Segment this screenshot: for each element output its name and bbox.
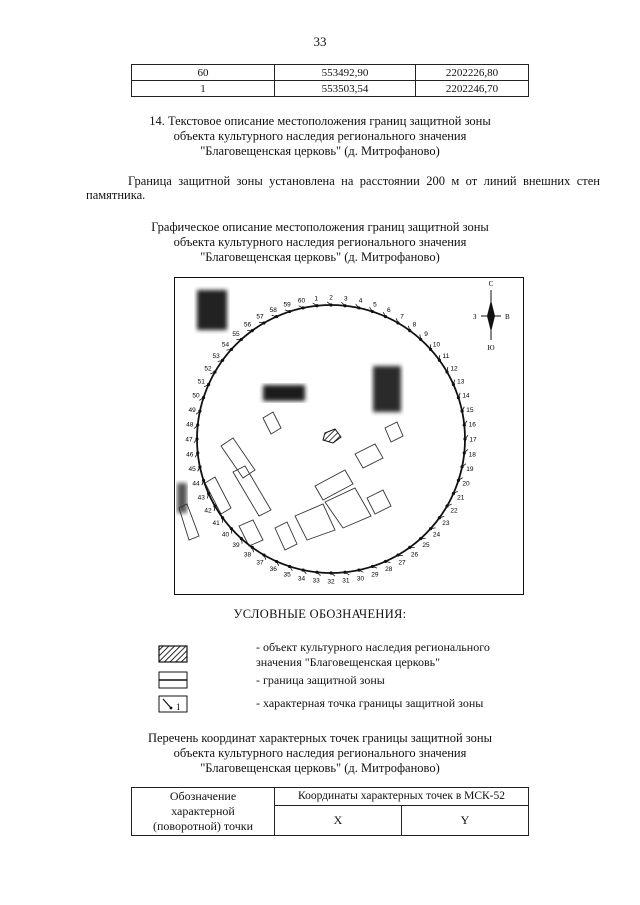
boundary-point-label: 45	[188, 466, 196, 474]
boundary-point-label: 18	[468, 451, 476, 459]
boundary-point-marker	[213, 370, 216, 373]
boundary-point-label: 56	[243, 321, 252, 329]
compass-rose	[473, 280, 510, 352]
boundary-point-label: 42	[204, 507, 212, 515]
boundary-point-label: 19	[466, 466, 474, 474]
boundary-point-label: 9	[424, 330, 428, 338]
table-cell: 553492,90	[275, 65, 416, 81]
boundary-point-label: 55	[232, 330, 240, 338]
heading-line: Перечень координат характерных точек границы защитной зоны	[147, 731, 493, 745]
boundary-point-label: 25	[422, 542, 430, 550]
boundary-point-marker	[262, 553, 265, 556]
boundary-point-label: 33	[312, 577, 320, 585]
boundary-point-label: 49	[188, 406, 196, 414]
point-designation-header	[132, 788, 275, 836]
legend-boundary-symbol	[158, 671, 188, 689]
boundary-point-label: 15	[466, 406, 474, 414]
y-column-header: Y	[402, 805, 529, 835]
boundary-point-label: 17	[469, 436, 477, 444]
heading-line: "Благовещенская церковь" (д. Митрофаново)	[200, 250, 440, 264]
header-line: характерной	[171, 804, 235, 818]
boundary-point-label: 5	[373, 301, 377, 309]
coordinates-table-continuation	[131, 64, 529, 97]
legend-title: УСЛОВНЫЕ ОБОЗНАЧЕНИЯ:	[233, 607, 407, 621]
boundary-point-label: 50	[192, 392, 200, 400]
heading-line: "Благовещенская церковь" (д. Митрофаново)	[200, 761, 440, 775]
boundary-point-label: 20	[462, 480, 470, 488]
boundary-point-label: 8	[412, 321, 417, 329]
boundary-point-label: 57	[256, 313, 264, 321]
table-row	[132, 65, 529, 81]
boundary-point-label: 11	[442, 353, 450, 361]
paragraph-line: Граница защитной зоны установлена на расстоянии 200 м от линий внешних стен	[128, 174, 600, 188]
compass-north-label: С	[488, 280, 494, 288]
boundary-point-label: 52	[204, 365, 212, 373]
boundary-paragraph	[86, 174, 600, 202]
page-number: 33	[313, 34, 327, 49]
table-cell: 2202226,80	[416, 65, 529, 81]
legend-point-symbol	[158, 695, 188, 713]
boundary-point-label: 39	[232, 542, 240, 550]
boundary-point-label: 48	[186, 421, 194, 429]
boundary-point-label: 27	[398, 559, 406, 567]
boundary-point-label: 26	[410, 551, 419, 559]
boundary-point-label: 23	[442, 519, 450, 527]
boundary-point-label: 37	[256, 559, 264, 567]
header-line: (поворотной) точки	[153, 819, 253, 833]
legend-heritage-symbol	[158, 645, 188, 663]
boundary-point-label: 60	[297, 297, 306, 305]
boundary-point-label: 43	[197, 494, 205, 502]
boundary-point-label: 47	[185, 436, 193, 444]
x-column-header: X	[275, 805, 402, 835]
legend-boundary-text: - граница защитной зоны	[256, 673, 385, 687]
paragraph-line: памятника.	[86, 188, 146, 202]
legend-line: значения "Благовещенская церковь"	[256, 655, 441, 669]
boundary-point-label: 2	[329, 294, 333, 302]
boundary-point-label: 31	[342, 577, 350, 585]
boundary-point-label: 14	[462, 392, 470, 400]
section-14-heading	[0, 114, 640, 159]
boundary-point-label: 12	[450, 365, 458, 373]
compass-west-label: З	[473, 313, 477, 321]
table-cell: 60	[132, 65, 275, 81]
boundary-point-label: 34	[297, 575, 306, 583]
legend-heritage-text	[256, 640, 546, 670]
boundary-point-label: 13	[457, 378, 465, 386]
compass-south-label: Ю	[487, 344, 495, 352]
boundary-point-label: 38	[243, 551, 252, 559]
boundary-point-marker	[275, 560, 278, 563]
boundary-point-label: 44	[192, 480, 200, 488]
boundary-point-label: 53	[212, 353, 220, 361]
compass-east-label: В	[505, 313, 510, 321]
boundary-point-label: 22	[450, 507, 458, 515]
boundary-point-label: 7	[400, 313, 404, 321]
boundary-point-marker	[198, 465, 201, 468]
heading-line: "Благовещенская церковь" (д. Митрофаново)	[200, 144, 440, 158]
map-buildings	[179, 412, 403, 550]
table-cell: 2202246,70	[416, 81, 529, 97]
boundary-point-label: 10	[432, 341, 441, 349]
boundary-point-label: 51	[197, 378, 205, 386]
protection-zone-map	[174, 277, 524, 595]
boundary-point-marker	[396, 321, 399, 324]
coordinates-list-heading	[0, 731, 640, 776]
boundary-point-label: 21	[457, 494, 465, 502]
boundary-point-label: 41	[212, 519, 220, 527]
heading-line: 14. Текстовое описание местоположения границ защитной зоны	[149, 114, 491, 128]
header-line: Обозначение	[169, 789, 237, 803]
graphic-description-heading	[0, 220, 640, 265]
boundary-point-label: 6	[386, 306, 391, 314]
coordinates-table-header	[131, 787, 529, 836]
table-row	[132, 81, 529, 97]
boundary-point-label: 30	[356, 575, 365, 583]
legend-point-text: - характерная точка границы защитной зоны	[256, 696, 484, 710]
coordinates-group-header: Координаты характерных точек в МСК-52	[275, 788, 529, 806]
boundary-point-label: 28	[385, 566, 393, 574]
legend-point-number: 1	[176, 702, 181, 712]
boundary-point-label: 4	[358, 297, 363, 305]
heading-line: объекта культурного наследия регионального значения	[173, 746, 467, 760]
boundary-point-label: 46	[186, 451, 194, 459]
heading-line: объекта культурного наследия регионального значения	[173, 129, 467, 143]
church-object	[323, 429, 341, 443]
boundary-point-label: 1	[314, 295, 318, 303]
boundary-point-label: 58	[269, 306, 277, 314]
table-cell: 1	[132, 81, 275, 97]
legend-line: - объект культурного наследия регионального	[256, 640, 490, 654]
heading-line: объекта культурного наследия регионального значения	[173, 235, 467, 249]
boundary-point-label: 29	[371, 571, 379, 579]
boundary-point-label: 54	[221, 341, 230, 349]
boundary-point-label: 32	[327, 578, 335, 586]
boundary-point-label: 36	[269, 566, 277, 574]
boundary-point-label: 40	[221, 531, 230, 539]
boundary-point-label: 3	[344, 295, 348, 303]
heading-line: Графическое описание местоположения границ защитной зоны	[151, 220, 489, 234]
boundary-point-label: 35	[283, 571, 291, 579]
table-cell: 553503,54	[275, 81, 416, 97]
boundary-point-label: 16	[468, 421, 476, 429]
boundary-point-label: 59	[283, 301, 291, 309]
boundary-point-label: 24	[432, 531, 441, 539]
map-canvas	[175, 278, 523, 594]
